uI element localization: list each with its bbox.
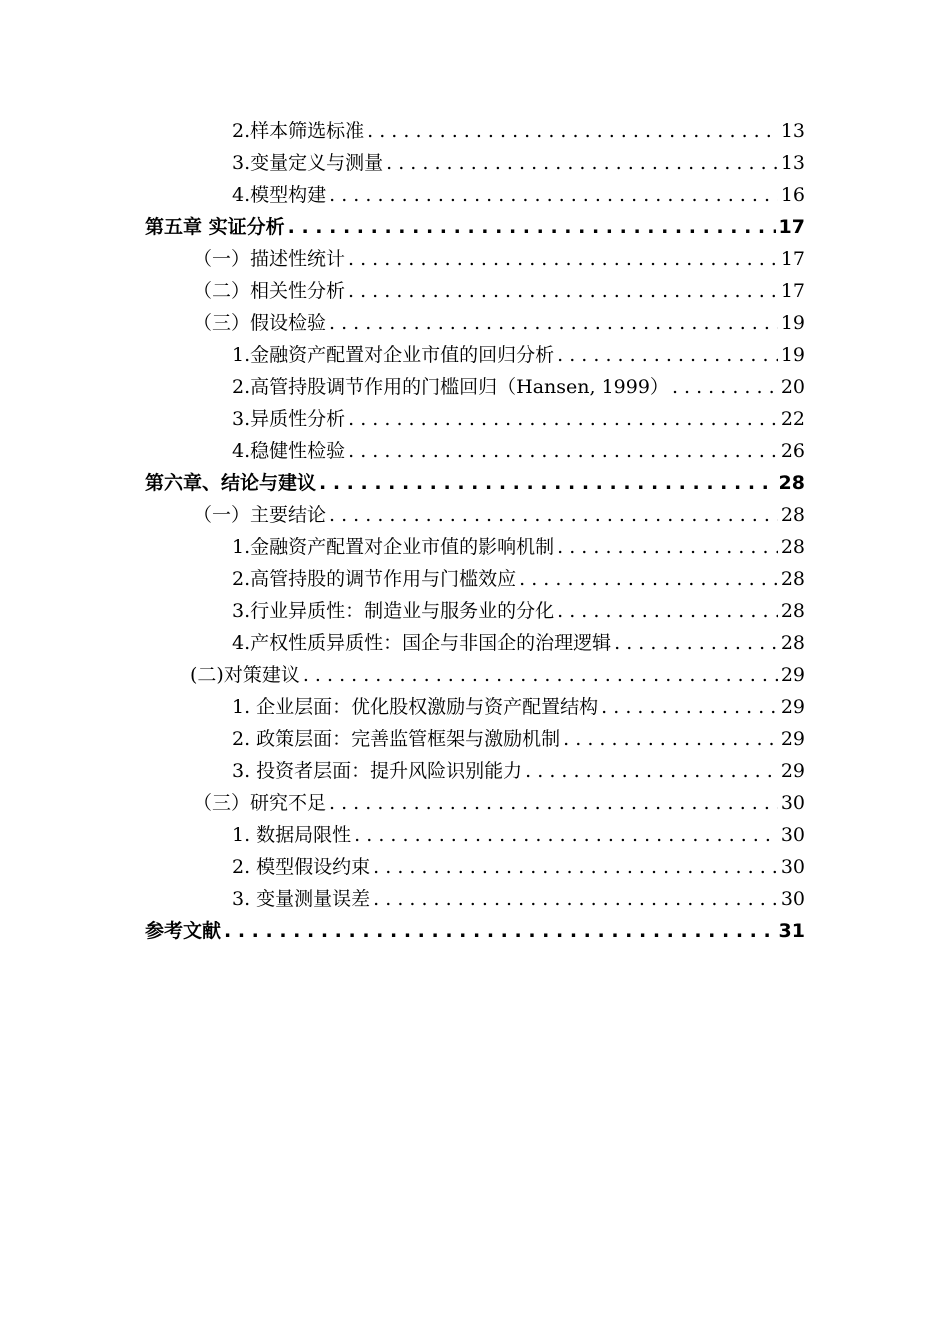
toc-entry-page-number: 17 xyxy=(780,248,805,270)
toc-entry[interactable] xyxy=(232,595,805,627)
toc-entry-page-number: 13 xyxy=(780,152,805,174)
toc-entry[interactable] xyxy=(193,243,805,275)
toc-entry[interactable] xyxy=(232,819,805,851)
toc-dot-leader xyxy=(525,755,778,787)
toc-entry[interactable] xyxy=(193,275,805,307)
toc-dot-leader xyxy=(373,883,778,915)
toc-entry-page-number: 30 xyxy=(780,824,805,846)
toc-entry-title: 3.行业异质性：制造业与服务业的分化 xyxy=(232,600,555,622)
toc-entry[interactable] xyxy=(232,691,805,723)
toc-dot-leader xyxy=(557,339,778,371)
toc-entry-page-number: 29 xyxy=(780,696,805,718)
table-of-contents xyxy=(0,115,950,947)
toc-entry-page-number: 26 xyxy=(780,440,805,462)
toc-entry-title: 参考文献 xyxy=(145,920,222,942)
toc-dot-leader xyxy=(319,467,776,499)
toc-entry-page-number: 30 xyxy=(780,856,805,878)
toc-entry-page-number: 19 xyxy=(780,344,805,366)
toc-entry-title: 3. 投资者层面：提升风险识别能力 xyxy=(232,760,523,782)
toc-entry-title: 2.高管持股调节作用的门槛回归（Hansen, 1999） xyxy=(232,376,669,398)
toc-entry-title: （二）相关性分析 xyxy=(193,280,346,302)
toc-entry-page-number: 20 xyxy=(780,376,805,398)
toc-entry-title: 1.金融资产配置对企业市值的回归分析 xyxy=(232,344,555,366)
toc-entry[interactable] xyxy=(232,179,805,211)
toc-entry-page-number: 28 xyxy=(780,632,805,654)
toc-entry-page-number: 13 xyxy=(780,120,805,142)
toc-entry[interactable] xyxy=(232,147,805,179)
toc-dot-leader xyxy=(329,499,778,531)
toc-dot-leader xyxy=(224,915,776,947)
toc-entry-title: 1. 企业层面：优化股权激励与资产配置结构 xyxy=(232,696,599,718)
toc-dot-leader xyxy=(672,371,778,403)
toc-entry[interactable] xyxy=(232,627,805,659)
toc-entry-title: 4.产权性质异质性：国企与非国企的治理逻辑 xyxy=(232,632,612,654)
toc-dot-leader xyxy=(329,307,778,339)
toc-dot-leader xyxy=(354,819,778,851)
toc-entry[interactable] xyxy=(232,371,805,403)
toc-dot-leader xyxy=(373,851,778,883)
toc-dot-leader xyxy=(348,275,778,307)
toc-entry-title: 3.异质性分析 xyxy=(232,408,346,430)
toc-dot-leader xyxy=(519,563,778,595)
toc-dot-leader xyxy=(557,595,778,627)
toc-dot-leader xyxy=(601,691,778,723)
toc-entry-title: 4.稳健性检验 xyxy=(232,440,346,462)
toc-entry-page-number: 30 xyxy=(780,792,805,814)
toc-entry[interactable] xyxy=(232,115,805,147)
toc-entry-page-number: 22 xyxy=(780,408,805,430)
toc-entry[interactable] xyxy=(232,883,805,915)
toc-entry-title: 4.模型构建 xyxy=(232,184,327,206)
toc-dot-leader xyxy=(557,531,778,563)
toc-entry-title: 第六章、结论与建议 xyxy=(145,472,317,494)
toc-entry-page-number: 28 xyxy=(780,600,805,622)
toc-dot-leader xyxy=(348,435,778,467)
toc-entry-title: 3. 变量测量误差 xyxy=(232,888,371,910)
toc-entry-title: （三）研究不足 xyxy=(193,792,327,814)
toc-entry[interactable] xyxy=(232,531,805,563)
toc-entry-page-number: 30 xyxy=(780,888,805,910)
toc-entry[interactable] xyxy=(232,755,805,787)
toc-entry[interactable] xyxy=(193,787,805,819)
toc-entry-title: (二)对策建议 xyxy=(190,664,300,686)
toc-entry-title: 2. 模型假设约束 xyxy=(232,856,371,878)
toc-dot-leader xyxy=(614,627,778,659)
toc-entry[interactable] xyxy=(193,499,805,531)
toc-entry-page-number: 17 xyxy=(778,216,805,238)
toc-entry[interactable] xyxy=(232,563,805,595)
toc-entry-title: 1. 数据局限性 xyxy=(232,824,352,846)
toc-entry-page-number: 19 xyxy=(780,312,805,334)
toc-entry-page-number: 16 xyxy=(780,184,805,206)
toc-entry[interactable] xyxy=(232,851,805,883)
toc-entry-title: 1.金融资产配置对企业市值的影响机制 xyxy=(232,536,555,558)
toc-dot-leader xyxy=(329,787,778,819)
toc-entry-page-number: 28 xyxy=(780,536,805,558)
toc-dot-leader xyxy=(348,403,778,435)
toc-entry[interactable] xyxy=(232,403,805,435)
toc-entry[interactable] xyxy=(145,467,805,499)
toc-entry-page-number: 31 xyxy=(778,920,805,942)
toc-dot-leader xyxy=(563,723,778,755)
toc-entry[interactable] xyxy=(232,435,805,467)
toc-entry-title: （三）假设检验 xyxy=(193,312,327,334)
toc-entry-title: （一）主要结论 xyxy=(193,504,327,526)
toc-entry-page-number: 28 xyxy=(780,568,805,590)
toc-entry-title: 2. 政策层面：完善监管框架与激励机制 xyxy=(232,728,561,750)
toc-entry-page-number: 17 xyxy=(780,280,805,302)
toc-entry-title: 3.变量定义与测量 xyxy=(232,152,384,174)
toc-entry[interactable] xyxy=(145,915,805,947)
toc-entry-page-number: 29 xyxy=(780,664,805,686)
toc-dot-leader xyxy=(288,211,776,243)
toc-entry-title: 2.高管持股的调节作用与门槛效应 xyxy=(232,568,517,590)
toc-entry[interactable] xyxy=(193,307,805,339)
toc-entry-page-number: 28 xyxy=(780,504,805,526)
toc-entry-title: 2.样本筛选标准 xyxy=(232,120,365,142)
toc-dot-leader xyxy=(303,659,778,691)
toc-entry-page-number: 29 xyxy=(780,760,805,782)
toc-entry[interactable] xyxy=(232,339,805,371)
toc-dot-leader xyxy=(348,243,778,275)
toc-dot-leader xyxy=(367,115,778,147)
toc-entry-page-number: 28 xyxy=(778,472,805,494)
toc-entry-title: 第五章 实证分析 xyxy=(145,216,285,238)
toc-dot-leader xyxy=(329,179,778,211)
toc-entry[interactable] xyxy=(190,659,805,691)
toc-entry-title: （一）描述性统计 xyxy=(193,248,346,270)
toc-entry-page-number: 29 xyxy=(780,728,805,750)
toc-entry[interactable] xyxy=(145,211,805,243)
toc-entry[interactable] xyxy=(232,723,805,755)
toc-dot-leader xyxy=(386,147,778,179)
